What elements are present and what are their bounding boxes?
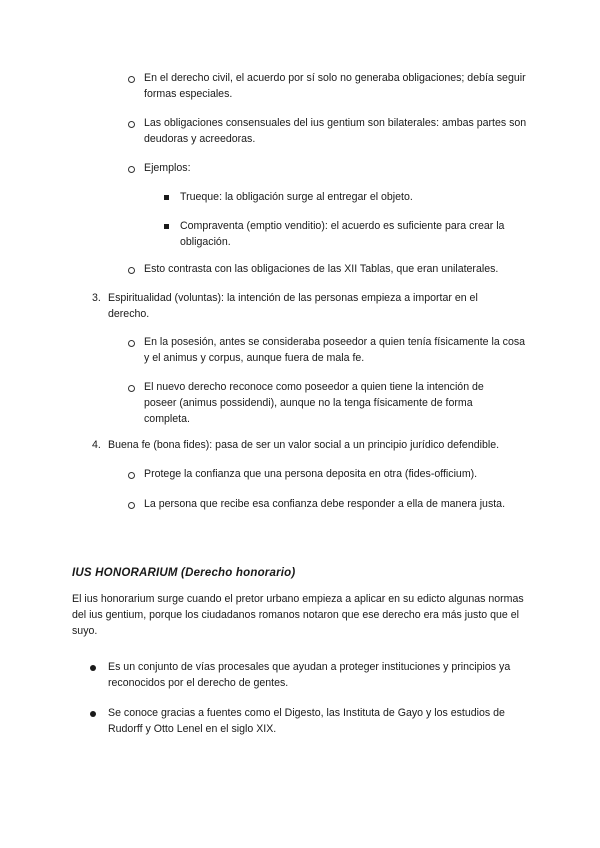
list-item: Se conoce gracias a fuentes como el Digesto, las Instituta de Gayo y los estudios de Rudorff y Otto Lenel en el siglo XIX. xyxy=(108,707,505,735)
list-item: Es un conjunto de vías procesales que ayudan a proteger instituciones y principios ya reconocidos por el derecho de gentes. xyxy=(108,661,511,689)
bullet-square-icon xyxy=(164,195,169,200)
list-item: Compraventa (emptio venditio): el acuerdo es suficiente para crear la obligación. xyxy=(180,220,505,248)
list-item: En la posesión, antes se consideraba poseedor a quien tenía físicamente la cosa y el animus y corpus, aunque fuera de mala fe. xyxy=(144,336,526,364)
bullet-square-icon xyxy=(164,224,169,229)
list-item: Trueque: la obligación surge al entregar el objeto. xyxy=(180,191,413,203)
list-number: 4. xyxy=(92,439,101,451)
list-item: La persona que recibe esa confianza debe responder a ella de manera justa. xyxy=(144,498,506,510)
bullet-disc-icon xyxy=(90,665,96,671)
list-item: Ejemplos: xyxy=(144,162,191,174)
bullet-circle-icon xyxy=(128,121,135,128)
bullet-circle-icon xyxy=(128,502,135,509)
section-heading: IUS HONORARIUM (Derecho honorario) xyxy=(72,567,296,579)
list-item: En el derecho civil, el acuerdo por sí solo no generaba obligaciones; debía seguir formas especiales. xyxy=(144,72,526,100)
bullet-circle-icon xyxy=(128,385,135,392)
bullet-disc-icon xyxy=(90,711,96,717)
list-item: Protege la confianza que una persona deposita en otra (fides-officium). xyxy=(144,468,478,480)
bullet-circle-icon xyxy=(128,267,135,274)
list-item: Las obligaciones consensuales del ius gentium son bilaterales: ambas partes son deudoras y acreedoras. xyxy=(144,117,527,145)
bullet-circle-icon xyxy=(128,472,135,479)
list-number: 3. xyxy=(92,292,101,304)
bullet-circle-icon xyxy=(128,166,135,173)
bullet-circle-icon xyxy=(128,76,135,83)
list-item: Esto contrasta con las obligaciones de las XII Tablas, que eran unilaterales. xyxy=(144,263,499,275)
list-item: Espiritualidad (voluntas): la intención de las personas empieza a importar en el derecho. xyxy=(108,292,478,320)
section-paragraph: El ius honorarium surge cuando el pretor urbano empieza a aplicar en su edicto algunas normas del ius gentium, porque los ciudadanos romanos notaron que ese derecho era más justo que el suyo. xyxy=(72,593,524,637)
list-item: Buena fe (bona fides): pasa de ser un valor social a un principio jurídico defendible. xyxy=(108,439,500,451)
list-item: El nuevo derecho reconoce como poseedor a quien tiene la intención de poseer (animus possidendi), aunque no la tenga físicamente de forma completa. xyxy=(144,381,484,425)
bullet-circle-icon xyxy=(128,340,135,347)
